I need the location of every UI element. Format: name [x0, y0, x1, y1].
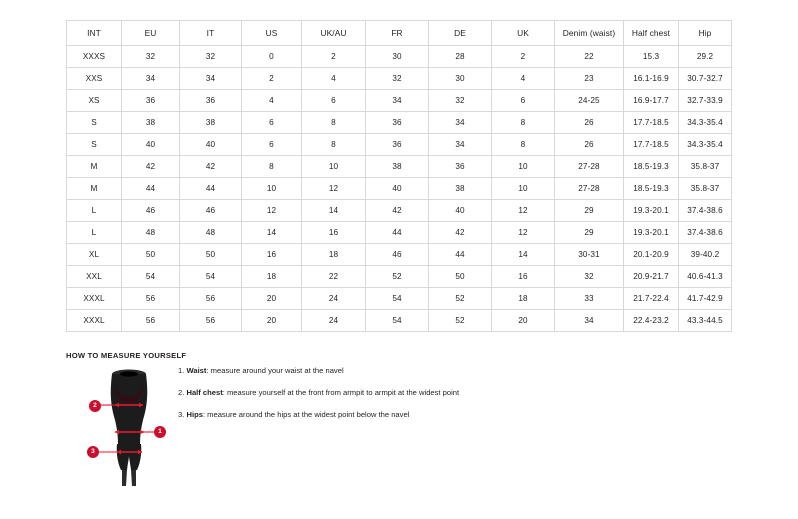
cell-int: M	[67, 178, 122, 200]
instruction-number: 2.	[178, 388, 185, 398]
cell-it: 56	[180, 288, 242, 310]
cell-denim-waist: 29	[555, 200, 624, 222]
cell-de: 28	[429, 46, 492, 68]
measure-instruction-waist	[178, 366, 578, 375]
cell-uk-au: 22	[302, 266, 366, 288]
table-row	[67, 266, 732, 288]
cell-hip: 40.6-41.3	[679, 266, 732, 288]
cell-it: 46	[180, 200, 242, 222]
measure-instruction-half-chest	[178, 388, 578, 397]
cell-us: 0	[242, 46, 302, 68]
cell-hip: 29.2	[679, 46, 732, 68]
cell-uk: 16	[492, 266, 555, 288]
cell-it: 36	[180, 90, 242, 112]
cell-uk-au: 6	[302, 90, 366, 112]
callout-badge-3: 3	[87, 446, 99, 458]
cell-hip: 35.8-37	[679, 156, 732, 178]
cell-fr: 36	[366, 134, 429, 156]
cell-us: 10	[242, 178, 302, 200]
column-header-us: US	[242, 21, 302, 46]
cell-hip: 35.8-37	[679, 178, 732, 200]
cell-int: L	[67, 200, 122, 222]
cell-eu: 56	[122, 288, 180, 310]
cell-it: 50	[180, 244, 242, 266]
cell-uk: 18	[492, 288, 555, 310]
cell-denim-waist: 34	[555, 310, 624, 332]
cell-us: 14	[242, 222, 302, 244]
table-row	[67, 288, 732, 310]
cell-de: 52	[429, 288, 492, 310]
cell-us: 20	[242, 288, 302, 310]
table-row	[67, 112, 732, 134]
cell-us: 4	[242, 90, 302, 112]
cell-int: M	[67, 156, 122, 178]
cell-uk: 10	[492, 156, 555, 178]
cell-eu: 40	[122, 134, 180, 156]
cell-int: L	[67, 222, 122, 244]
cell-uk: 4	[492, 68, 555, 90]
cell-uk-au: 8	[302, 112, 366, 134]
cell-denim-waist: 30-31	[555, 244, 624, 266]
cell-de: 52	[429, 310, 492, 332]
cell-hip: 39-40.2	[679, 244, 732, 266]
cell-us: 6	[242, 134, 302, 156]
cell-hip: 37.4-38.6	[679, 200, 732, 222]
cell-eu: 44	[122, 178, 180, 200]
cell-fr: 46	[366, 244, 429, 266]
cell-denim-waist: 24-25	[555, 90, 624, 112]
instruction-term: Waist	[186, 366, 207, 375]
measure-instruction-hips	[178, 410, 578, 419]
cell-fr: 34	[366, 90, 429, 112]
cell-half-chest: 18.5-19.3	[624, 178, 679, 200]
column-header-eu: EU	[122, 21, 180, 46]
cell-eu: 32	[122, 46, 180, 68]
cell-half-chest: 16.9-17.7	[624, 90, 679, 112]
instruction-text: : measure yourself at the front from armpit to armpit at the widest point	[222, 388, 460, 398]
cell-half-chest: 18.5-19.3	[624, 156, 679, 178]
how-to-measure-list	[178, 366, 578, 432]
cell-int: XXXL	[67, 288, 122, 310]
cell-half-chest: 17.7-18.5	[624, 134, 679, 156]
cell-it: 38	[180, 112, 242, 134]
cell-eu: 36	[122, 90, 180, 112]
cell-it: 40	[180, 134, 242, 156]
cell-denim-waist: 27-28	[555, 156, 624, 178]
table-header-row	[67, 21, 732, 46]
cell-half-chest: 21.7-22.4	[624, 288, 679, 310]
callout-badge-2: 2	[89, 400, 101, 412]
cell-de: 44	[429, 244, 492, 266]
cell-us: 12	[242, 200, 302, 222]
cell-eu: 54	[122, 266, 180, 288]
cell-it: 42	[180, 156, 242, 178]
table-row	[67, 156, 732, 178]
cell-denim-waist: 27-28	[555, 178, 624, 200]
cell-hip: 32.7-33.9	[679, 90, 732, 112]
cell-de: 32	[429, 90, 492, 112]
table-row	[67, 310, 732, 332]
cell-fr: 32	[366, 68, 429, 90]
cell-us: 16	[242, 244, 302, 266]
cell-uk: 12	[492, 200, 555, 222]
cell-uk: 6	[492, 90, 555, 112]
cell-it: 32	[180, 46, 242, 68]
cell-fr: 36	[366, 112, 429, 134]
table-row	[67, 200, 732, 222]
cell-half-chest: 16.1-16.9	[624, 68, 679, 90]
cell-uk-au: 12	[302, 178, 366, 200]
cell-uk-au: 8	[302, 134, 366, 156]
cell-half-chest: 22.4-23.2	[624, 310, 679, 332]
cell-uk: 2	[492, 46, 555, 68]
cell-int: S	[67, 112, 122, 134]
instruction-number: 3.	[178, 410, 185, 420]
cell-fr: 52	[366, 266, 429, 288]
instruction-term: Half chest	[186, 388, 223, 398]
cell-denim-waist: 26	[555, 112, 624, 134]
cell-it: 48	[180, 222, 242, 244]
table-row	[67, 244, 732, 266]
cell-uk-au: 4	[302, 68, 366, 90]
column-header-fr: FR	[366, 21, 429, 46]
instruction-number: 1.	[178, 366, 185, 375]
cell-us: 18	[242, 266, 302, 288]
cell-it: 44	[180, 178, 242, 200]
table-row	[67, 222, 732, 244]
cell-denim-waist: 22	[555, 46, 624, 68]
cell-hip: 43.3-44.5	[679, 310, 732, 332]
column-header-half-chest: Half chest	[624, 21, 679, 46]
cell-hip: 37.4-38.6	[679, 222, 732, 244]
size-chart-container	[66, 20, 731, 332]
cell-denim-waist: 26	[555, 134, 624, 156]
cell-it: 34	[180, 68, 242, 90]
callout-badge-1: 1	[154, 426, 166, 438]
instruction-term: Hips	[186, 410, 203, 420]
cell-fr: 38	[366, 156, 429, 178]
cell-int: S	[67, 134, 122, 156]
cell-uk: 20	[492, 310, 555, 332]
cell-de: 40	[429, 200, 492, 222]
cell-uk-au: 18	[302, 244, 366, 266]
cell-fr: 42	[366, 200, 429, 222]
cell-eu: 42	[122, 156, 180, 178]
cell-hip: 41.7-42.9	[679, 288, 732, 310]
cell-int: XL	[67, 244, 122, 266]
cell-uk: 8	[492, 134, 555, 156]
cell-uk-au: 14	[302, 200, 366, 222]
cell-half-chest: 20.9-21.7	[624, 266, 679, 288]
column-header-de: DE	[429, 21, 492, 46]
cell-us: 6	[242, 112, 302, 134]
cell-denim-waist: 29	[555, 222, 624, 244]
cell-eu: 38	[122, 112, 180, 134]
cell-de: 30	[429, 68, 492, 90]
cell-hip: 30.7-32.7	[679, 68, 732, 90]
cell-uk-au: 2	[302, 46, 366, 68]
cell-half-chest: 19.3-20.1	[624, 200, 679, 222]
cell-it: 56	[180, 310, 242, 332]
cell-eu: 48	[122, 222, 180, 244]
column-header-int: INT	[67, 21, 122, 46]
cell-half-chest: 15.3	[624, 46, 679, 68]
cell-uk: 10	[492, 178, 555, 200]
cell-fr: 30	[366, 46, 429, 68]
cell-hip: 34.3-35.4	[679, 134, 732, 156]
cell-us: 2	[242, 68, 302, 90]
column-header-hip: Hip	[679, 21, 732, 46]
cell-int: XXXL	[67, 310, 122, 332]
cell-denim-waist: 33	[555, 288, 624, 310]
table-row	[67, 68, 732, 90]
size-chart-table	[66, 20, 732, 332]
cell-uk: 8	[492, 112, 555, 134]
cell-half-chest: 19.3-20.1	[624, 222, 679, 244]
cell-hip: 34.3-35.4	[679, 112, 732, 134]
cell-uk-au: 24	[302, 288, 366, 310]
cell-us: 20	[242, 310, 302, 332]
cell-uk-au: 24	[302, 310, 366, 332]
column-header-it: IT	[180, 21, 242, 46]
table-row	[67, 46, 732, 68]
cell-uk: 14	[492, 244, 555, 266]
instruction-text: : measure around your waist at the navel	[206, 366, 344, 375]
cell-int: XXS	[67, 68, 122, 90]
mannequin-illustration	[84, 364, 174, 490]
cell-it: 54	[180, 266, 242, 288]
cell-fr: 44	[366, 222, 429, 244]
cell-fr: 54	[366, 310, 429, 332]
cell-half-chest: 17.7-18.5	[624, 112, 679, 134]
cell-denim-waist: 23	[555, 68, 624, 90]
cell-eu: 34	[122, 68, 180, 90]
cell-uk-au: 10	[302, 156, 366, 178]
cell-de: 34	[429, 134, 492, 156]
cell-de: 50	[429, 266, 492, 288]
cell-de: 38	[429, 178, 492, 200]
cell-int: XXXS	[67, 46, 122, 68]
column-header-uk-au: UK/AU	[302, 21, 366, 46]
cell-de: 42	[429, 222, 492, 244]
cell-de: 34	[429, 112, 492, 134]
cell-fr: 40	[366, 178, 429, 200]
cell-uk: 12	[492, 222, 555, 244]
cell-fr: 54	[366, 288, 429, 310]
cell-de: 36	[429, 156, 492, 178]
cell-int: XXL	[67, 266, 122, 288]
cell-us: 8	[242, 156, 302, 178]
how-to-measure-title: HOW TO MEASURE YOURSELF	[66, 351, 187, 360]
cell-half-chest: 20.1-20.9	[624, 244, 679, 266]
cell-int: XS	[67, 90, 122, 112]
table-row	[67, 178, 732, 200]
cell-eu: 56	[122, 310, 180, 332]
column-header-denim-waist: Denim (waist)	[555, 21, 624, 46]
cell-denim-waist: 32	[555, 266, 624, 288]
cell-eu: 46	[122, 200, 180, 222]
cell-eu: 50	[122, 244, 180, 266]
cell-uk-au: 16	[302, 222, 366, 244]
column-header-uk: UK	[492, 21, 555, 46]
table-row	[67, 134, 732, 156]
table-row	[67, 90, 732, 112]
instruction-text: : measure around the hips at the widest point below the navel	[202, 410, 410, 420]
